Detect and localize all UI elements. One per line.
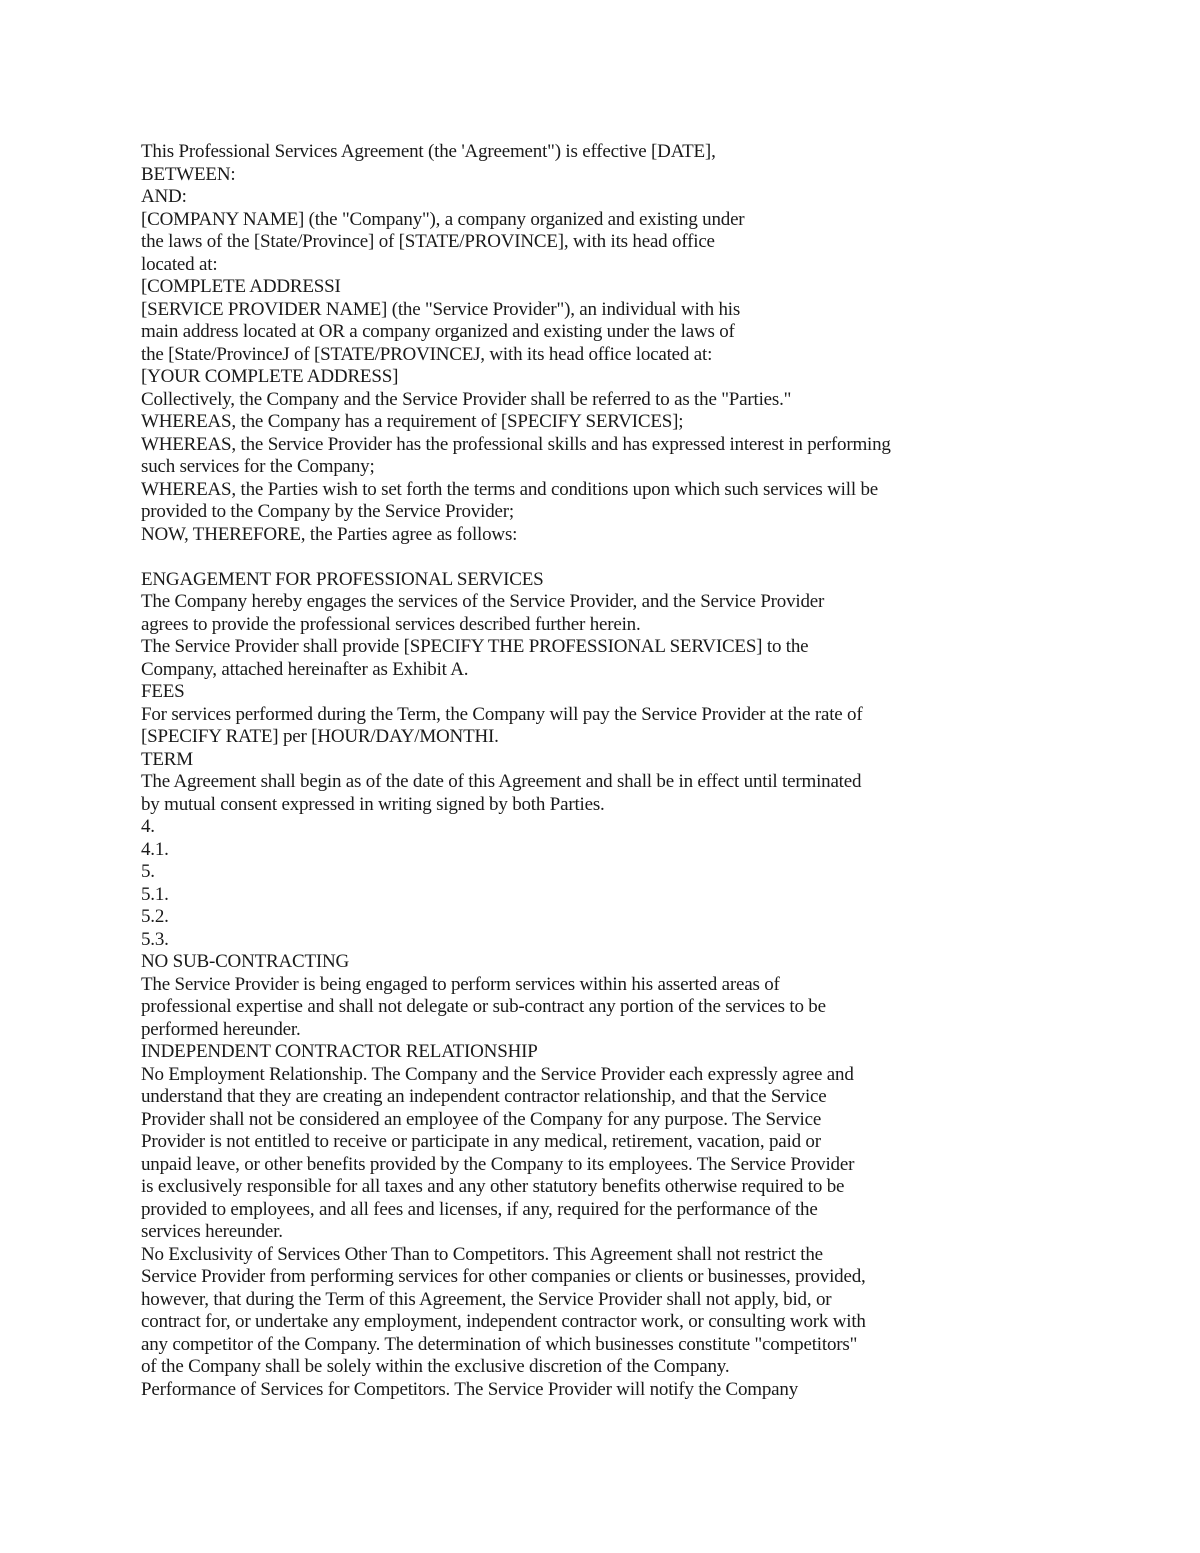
text-line: BETWEEN: <box>141 163 236 185</box>
text-line: NOW, THEREFORE, the Parties agree as follows: <box>141 523 518 545</box>
text-line: performed hereunder. <box>141 1018 301 1040</box>
text-line: located at: <box>141 253 218 275</box>
text-line: Provider shall not be considered an employee of the Company for any purpose. The Service <box>141 1108 822 1130</box>
text-line: 4.1. <box>141 838 169 860</box>
text-line: Provider is not entitled to receive or participate in any medical, retirement, vacation, paid or <box>141 1131 821 1152</box>
text-line: 5. <box>141 861 155 882</box>
agreement-text <box>141 141 1141 1401</box>
text-line: [COMPANY NAME] (the "Company"), a company organized and existing under <box>141 208 745 230</box>
text-line: AND: <box>141 186 187 207</box>
text-line: the laws of the [State/Province] of [STATE/PROVINCE], with its head office <box>141 231 715 252</box>
text-line: 4. <box>141 816 155 837</box>
text-line: WHEREAS, the Parties wish to set forth the terms and conditions upon which such services will be <box>141 478 878 500</box>
text-line: of the Company shall be solely within the exclusive discretion of the Company. <box>141 1356 730 1377</box>
text-line: INDEPENDENT CONTRACTOR RELATIONSHIP <box>141 1041 538 1062</box>
text-line: TERM <box>141 748 193 770</box>
text-line: services hereunder. <box>141 1221 283 1242</box>
text-line: by mutual consent expressed in writing signed by both Parties. <box>141 793 605 815</box>
text-line: professional expertise and shall not delegate or sub-contract any portion of the services to be <box>141 996 826 1017</box>
text-line: For services performed during the Term, the Company will pay the Service Provider at the rate of <box>141 703 863 725</box>
text-line: The Agreement shall begin as of the date of this Agreement and shall be in effect until terminated <box>141 771 862 792</box>
text-line: [YOUR COMPLETE ADDRESS] <box>141 366 399 387</box>
text-line: No Exclusivity of Services Other Than to Competitors. This Agreement shall not restrict the <box>141 1243 823 1265</box>
text-line: ENGAGEMENT FOR PROFESSIONAL SERVICES <box>141 568 544 590</box>
text-line: understand that they are creating an independent contractor relationship, and that the Service <box>141 1086 827 1107</box>
text-line: WHEREAS, the Company has a requirement of [SPECIFY SERVICES]; <box>141 411 684 432</box>
text-line: contract for, or undertake any employment, independent contractor work, or consulting work with <box>141 1311 866 1332</box>
text-line: is exclusively responsible for all taxes and any other statutory benefits otherwise required to be <box>141 1176 845 1197</box>
text-line: Performance of Services for Competitors. The Service Provider will notify the Company <box>141 1378 798 1400</box>
text-line: main address located at OR a company organized and existing under the laws of <box>141 321 735 342</box>
text-line: Company, attached hereinafter as Exhibit A. <box>141 658 469 680</box>
text-line: any competitor of the Company. The determination of which businesses constitute "competitors" <box>141 1333 858 1355</box>
text-line: The Company hereby engages the services of the Service Provider, and the Service Provider <box>141 591 825 612</box>
text-line: the [State/ProvinceJ of [STATE/PROVINCEJ, with its head office located at: <box>141 343 713 365</box>
text-line: FEES <box>141 681 185 702</box>
text-line: 5.1. <box>141 883 169 905</box>
text-line <box>141 546 1141 569</box>
text-line: agrees to provide the professional services described further herein. <box>141 613 641 635</box>
text-line: No Employment Relationship. The Company and the Service Provider each expressly agree and <box>141 1063 854 1085</box>
text-line: The Service Provider is being engaged to perform services within his asserted areas of <box>141 973 780 995</box>
text-line: NO SUB-CONTRACTING <box>141 951 350 972</box>
text-line: Collectively, the Company and the Service Provider shall be referred to as the "Parties." <box>141 388 792 410</box>
text-line: provided to employees, and all fees and licenses, if any, required for the performance of the <box>141 1198 818 1220</box>
text-line: [SPECIFY RATE] per [HOUR/DAY/MONTHI. <box>141 726 499 747</box>
text-line: WHEREAS, the Service Provider has the professional skills and has expressed interest in performing <box>141 433 891 455</box>
text-line: unpaid leave, or other benefits provided by the Company to its employees. The Service Provider <box>141 1153 855 1175</box>
text-line: This Professional Services Agreement (the 'Agreement") is effective [DATE], <box>141 141 716 162</box>
text-line: provided to the Company by the Service Provider; <box>141 501 514 522</box>
text-line: 5.2. <box>141 906 169 927</box>
text-line: however, that during the Term of this Agreement, the Service Provider shall not apply, bid, or <box>141 1288 832 1310</box>
text-line: The Service Provider shall provide [SPECIFY THE PROFESSIONAL SERVICES] to the <box>141 636 809 657</box>
text-line: such services for the Company; <box>141 456 375 477</box>
text-line: Service Provider from performing services for other companies or clients or businesses, provided, <box>141 1266 866 1287</box>
text-line: 5.3. <box>141 928 169 950</box>
text-line: [SERVICE PROVIDER NAME] (the "Service Provider"), an individual with his <box>141 298 741 320</box>
text-line: [COMPLETE ADDRESSI <box>141 276 341 297</box>
